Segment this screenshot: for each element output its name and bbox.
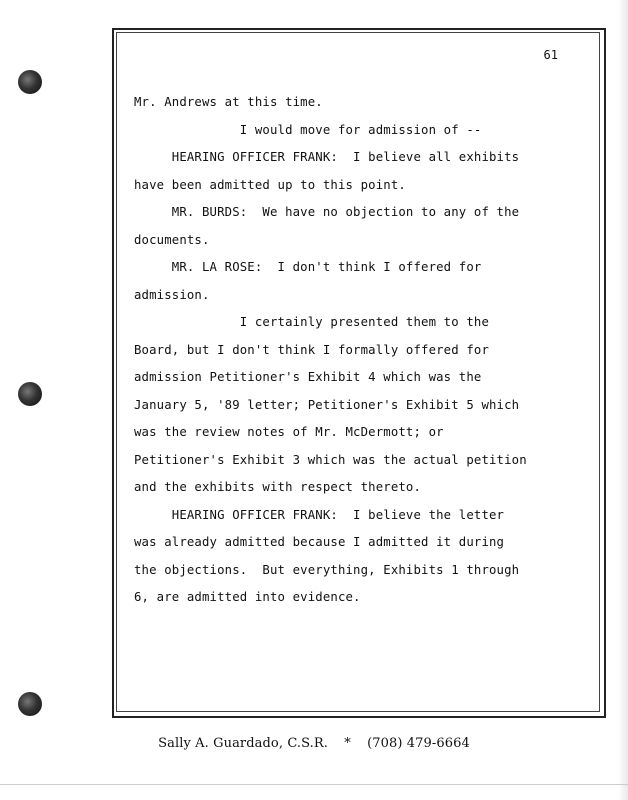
footer-separator: *: [344, 736, 351, 751]
transcript-line: 6, are admitted into evidence.: [134, 590, 361, 604]
transcript-line: I certainly presented them to the: [134, 315, 490, 329]
scan-edge: [618, 0, 628, 800]
scan-bottom-edge: [0, 784, 628, 785]
reporter-footer: [0, 736, 628, 751]
punch-hole-top: [18, 70, 42, 94]
transcript-line: the objections. But everything, Exhibits 1 through: [134, 562, 520, 577]
transcript-line: MR. BURDS: We have no objection to any of the: [134, 205, 520, 219]
transcript-line: Petitioner's Exhibit 3 which was the actual petition: [134, 452, 527, 467]
transcript-line: January 5, '89 letter; Petitioner's Exhibit 5 which: [134, 397, 520, 412]
transcript-line: was the review notes of Mr. McDermott; or: [134, 425, 444, 439]
transcript-line: Board, but I don't think I formally offered for: [134, 342, 490, 357]
transcript-line: was already admitted because I admitted it during: [134, 535, 505, 549]
transcript-line: HEARING OFFICER FRANK: I believe all exhibits: [134, 150, 520, 164]
page-number: 61: [543, 48, 558, 62]
punch-hole-bottom: [18, 692, 42, 716]
transcript-line: Mr. Andrews at this time.: [134, 95, 323, 109]
transcript-body: [134, 89, 564, 612]
transcript-line: HEARING OFFICER FRANK: I believe the letter: [134, 507, 505, 522]
transcript-line: admission Petitioner's Exhibit 4 which was the: [134, 370, 482, 384]
transcript-line: admission.: [134, 287, 210, 302]
punch-hole-middle: [18, 382, 42, 406]
reporter-phone: (708) 479-6664: [367, 736, 470, 751]
transcript-line: I would move for admission of --: [134, 122, 482, 137]
transcript-line: and the exhibits with respect thereto.: [134, 480, 422, 494]
transcript-line: documents.: [134, 232, 210, 247]
transcript-line: have been admitted up to this point.: [134, 177, 406, 192]
reporter-name: Sally A. Guardado, C.S.R.: [158, 736, 329, 751]
transcript-line: MR. LA ROSE: I don't think I offered for: [134, 260, 482, 274]
